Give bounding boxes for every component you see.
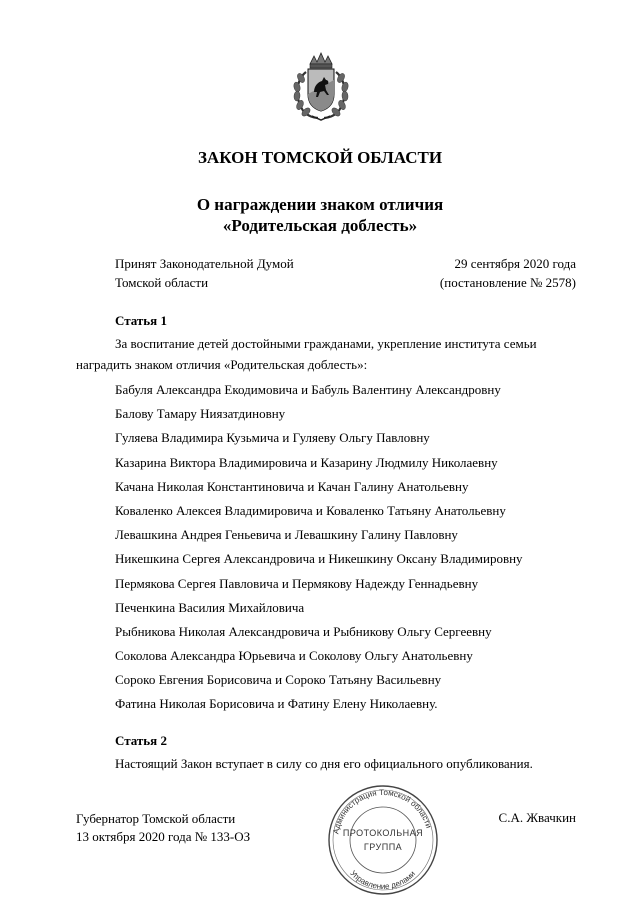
adopted-by-line-2: Томской области: [115, 275, 209, 290]
awardee-list: [115, 378, 523, 717]
list-item: Коваленко Алексея Владимировича и Коваленко Татьяну Анатольевну: [115, 502, 506, 518]
subtitle-line-1: О награждении знаком отличия: [196, 195, 444, 214]
list-item: Соколова Александра Юрьевича и Соколову Ольгу Анатольевну: [115, 648, 473, 664]
tomsk-oblast-coat-of-arms-icon: [288, 50, 354, 122]
resolution-number: (постановление № 2578): [439, 275, 576, 290]
article-2-text: Настоящий Закон вступает в силу со дня его официального опубликования.: [115, 756, 533, 771]
document-subtitle: [0, 194, 640, 236]
list-item: Балову Тамару Ниязатдиновну: [115, 406, 286, 422]
list-item: Печенкина Василия Михайловича: [115, 599, 305, 615]
stamp-ring-text-top: Администрация Томской области: [331, 787, 434, 835]
list-item: Никешкина Сергея Александровича и Никешкину Оксану Владимировну: [115, 551, 523, 567]
stamp-ring-text-bottom: Управление делами: [348, 868, 418, 892]
adopted-by: [115, 254, 294, 292]
article-1-heading: Статья 1: [115, 313, 167, 328]
stamp-center-line-1: ПРОТОКОЛЬНАЯ: [342, 828, 424, 838]
protocol-group-stamp-icon: [318, 780, 448, 895]
list-item: Сороко Евгения Борисовича и Сороко Татьяну Васильевну: [115, 672, 442, 688]
adoption-date-block: [440, 254, 576, 292]
adopted-by-line-1: Принят Законодательной Думой: [115, 256, 294, 271]
list-item: Левашкина Андрея Геньевича и Левашкину Галину Павловну: [115, 527, 458, 543]
list-item: Казарина Виктора Владимировича и Казарину Людмилу Николаевну: [115, 454, 498, 470]
document-title: ЗАКОН ТОМСКОЙ ОБЛАСТИ: [197, 148, 443, 167]
list-item: Рыбникова Николая Александровича и Рыбникову Ольгу Сергеевну: [115, 623, 492, 639]
list-item: Качана Николая Константиновича и Качан Галину Анатольевну: [115, 478, 469, 494]
article-1-intro-line-2: наградить знаком отличия «Родительская доблесть»:: [76, 357, 368, 372]
article-1-intro-line-1: За воспитание детей достойными гражданами, укрепление института семьи: [115, 336, 537, 351]
stamp-center-line-2: ГРУППА: [363, 842, 403, 852]
signer-block: [76, 810, 250, 846]
adoption-date: 29 сентября 2020 года: [454, 256, 576, 271]
article-2-heading: Статья 2: [115, 733, 167, 748]
subtitle-line-2: «Родительская доблесть»: [222, 216, 418, 235]
list-item: Пермякова Сергея Павловича и Пермякову Надежду Геннадьевну: [115, 575, 479, 591]
list-item: Бабуля Александра Екодимовича и Бабуль Валентину Александровну: [115, 382, 501, 397]
signer-name: С.А. Жвачкин: [498, 810, 576, 825]
law-date-number: 13 октября 2020 года № 133-ОЗ: [76, 829, 251, 844]
signer-position: Губернатор Томской области: [76, 811, 236, 826]
list-item: Фатина Николая Борисовича и Фатину Елену Николаевну.: [115, 696, 438, 712]
list-item: Гуляева Владимира Кузьмича и Гуляеву Ольгу Павловну: [115, 430, 430, 446]
